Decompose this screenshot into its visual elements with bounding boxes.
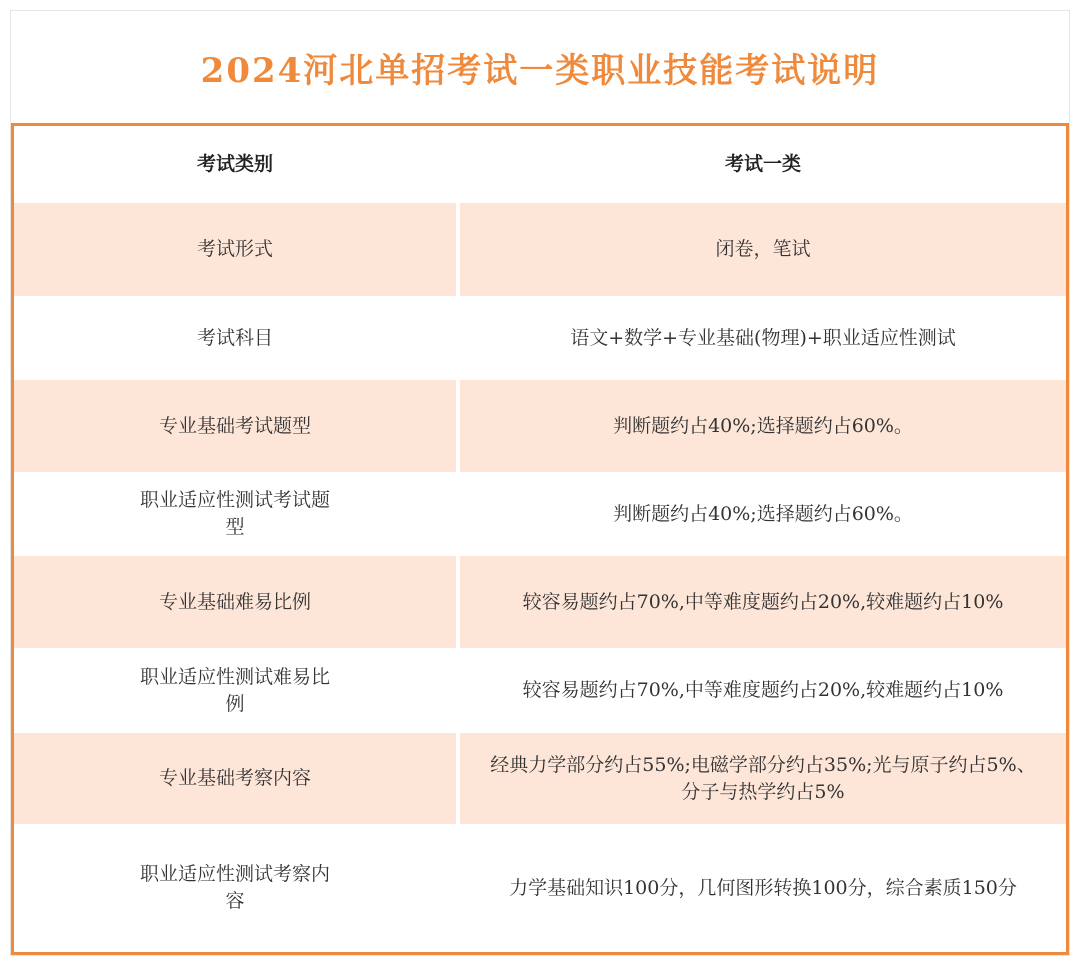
- row-value: 闭卷，笔试: [456, 203, 1066, 296]
- row-value: 语文+数学+专业基础(物理)+职业适应性测试: [456, 296, 1066, 380]
- header-category: 考试类别: [196, 153, 273, 175]
- row-label: 专业基础难易比例: [14, 556, 456, 648]
- row-label: 考试科目: [196, 326, 273, 349]
- header-type: 考试一类: [456, 126, 1066, 203]
- table-row: [14, 296, 1066, 380]
- row-value: 判断题约占40%;选择题约占60%。: [456, 472, 1066, 556]
- row-label: 职业适应性测试考试题型: [139, 489, 330, 538]
- row-value: 经典力学部分约占55%;电磁学部分约占35%;光与原子约占5%、分子与热学约占5%: [456, 733, 1066, 824]
- row-label: 考试形式: [14, 203, 456, 296]
- table-row: [14, 648, 1066, 733]
- row-label: 专业基础考试题型: [14, 380, 456, 472]
- row-label: 职业适应性测试考察内容: [139, 863, 330, 912]
- exam-table: [11, 123, 1069, 955]
- table-header-row: [14, 126, 1066, 203]
- row-value: 力学基础知识100分，几何图形转换100分，综合素质150分: [456, 824, 1066, 952]
- row-value: 判断题约占40%;选择题约占60%。: [456, 380, 1066, 472]
- document-card: [10, 10, 1070, 956]
- row-label: 专业基础考察内容: [14, 733, 456, 824]
- row-value: 较容易题约占70%,中等难度题约占20%,较难题约占10%: [456, 648, 1066, 733]
- table-row: [14, 733, 1066, 824]
- table-row: [14, 472, 1066, 556]
- page-title: 2024河北单招考试一类职业技能考试说明: [200, 51, 880, 91]
- table-row: [14, 556, 1066, 648]
- table-row: [14, 824, 1066, 952]
- table-row: [14, 203, 1066, 296]
- row-label: 职业适应性测试难易比例: [139, 665, 330, 715]
- row-value: 较容易题约占70%,中等难度题约占20%,较难题约占10%: [456, 556, 1066, 648]
- table-row: [14, 380, 1066, 472]
